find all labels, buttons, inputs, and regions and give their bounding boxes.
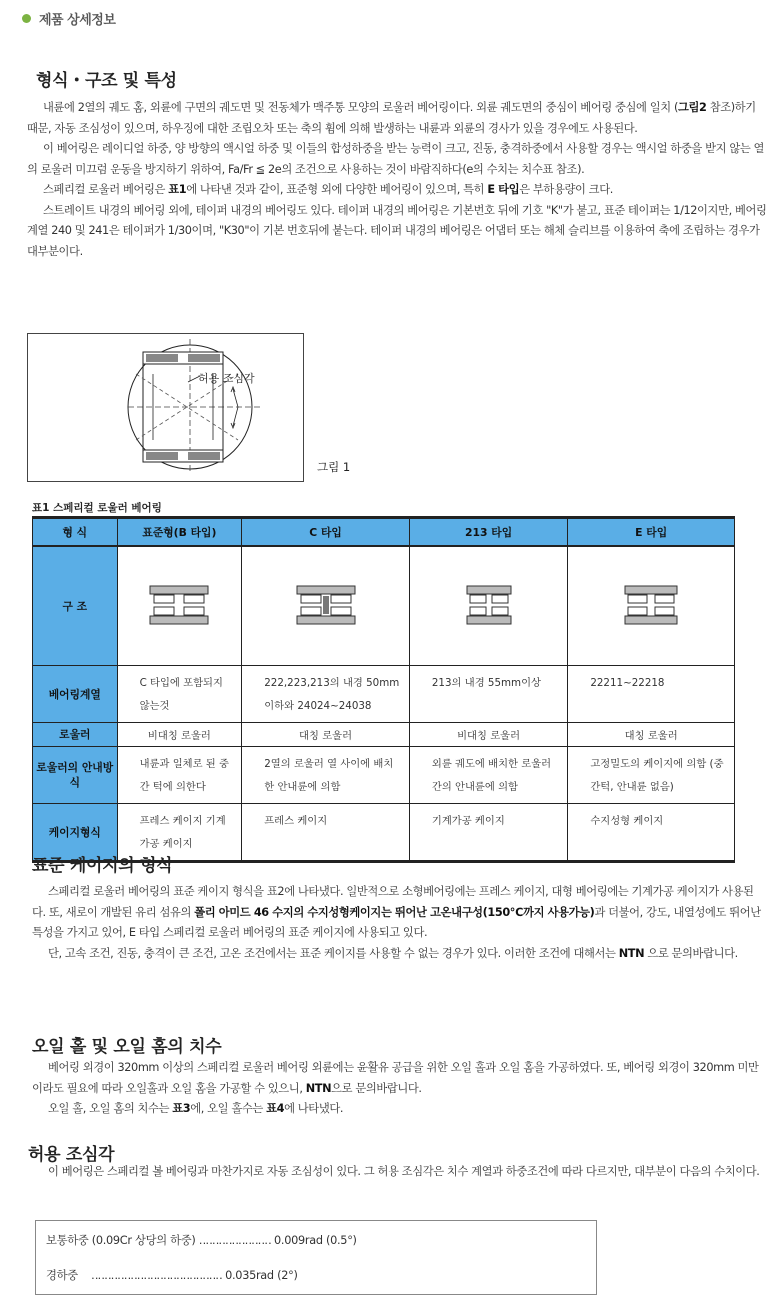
figure-1	[27, 333, 304, 482]
table-cell: 수지성형 케이지	[568, 804, 735, 862]
oil-text	[32, 1058, 767, 1120]
table-cell: 213의 내경 55mm이상	[409, 666, 567, 723]
table-cell: 222,223,213의 내경 50mm 이하와 24024~24038	[242, 666, 410, 723]
section-title-cage: 표준 케이지의 형식	[32, 856, 173, 876]
page-title: 제품 상세정보	[39, 12, 116, 28]
table-cell: 대칭 로울러	[568, 723, 735, 747]
table-cell: 2열의 로울러 열 사이에 배치한 안내륜에 의함	[242, 747, 410, 804]
paragraph: 스트레이트 내경의 베어링 외에, 테이퍼 내경의 베어링도 있다. 테이퍼 내경의 베어링은 기본번호 뒤에 기호 "K"가 붙고, 표준 테이퍼는 1/12이지만, 베어링 계열 240 및 241은 테이퍼가 1/30이며, "K30"이 기본 번호뒤에 붙는다. 테이퍼 내경의 베어링은 어댑터 또는 해체 슬리브를 이용하여 축에 조립하는 경우가 대부분이다.	[27, 203, 767, 258]
table-cell: 비대칭 로울러	[409, 723, 567, 747]
structure-diagram-c	[242, 546, 410, 666]
structure-diagram-e	[568, 546, 735, 666]
paragraph: 이 베어링은 레이디얼 하중, 양 방향의 액시얼 하중 및 이들의 합성하중을 받는 능력이 크고, 진동, 충격하중에서 사용할 경우는 액시얼 하중을 받지 않는 열의 로울러 미끄럼 운동을 방지하기 위하여, Fa/Fr ≦ 2e의 조건으로 사용하는 것이 바람직하다(e의 수치는 치수표 참조).	[27, 142, 765, 176]
structure-diagram-213	[409, 546, 567, 666]
row-header: 구 조	[33, 546, 118, 666]
table-row	[33, 747, 735, 804]
table-row	[33, 546, 735, 666]
section-title-structure: 형식・구조 및 특성	[36, 71, 177, 91]
figure-caption: 그림 1	[317, 460, 351, 474]
column-header: C 타입	[242, 518, 410, 547]
alignment-text	[32, 1162, 767, 1183]
bearing-types-table	[32, 516, 735, 863]
row-header: 베어링계열	[33, 666, 118, 723]
paragraph: 내륜에 2열의 궤도 홈, 외륜에 구면의 궤도면 및 전동체가 맥주통 모양의 로울러 베어링이다. 외륜 궤도면의 중심이 베어링 중심에 일치 (그림2 참조)하기 때문, 자동 조심성이 있으며, 하우징에 대한 조립오차 또는 축의 휨에 의해 발생하는 내륜과 외륜의 경사가 있을 경우에도 사용된다.	[27, 101, 756, 135]
table-cell: 기계가공 케이지	[409, 804, 567, 862]
paragraph: 스페리컬 로울러 베어링의 표준 케이지 형식을 표2에 나타냈다. 일반적으로 소형베어링에는 프레스 케이지, 대형 베어링에는 기계가공 케이지가 사용된다. 또, 새로이 개발된 유리 섬유의 폴리 아미드 46 수지의 수지성형케이지는 뛰어난 고온내구성(150℃까지 사용가능)과 더불어, 강도, 내열성에도 뛰어난 특성을 가지고 있어, E 타입 스페리컬 로울러 베어링의 표준 케이지에 사용되고 있다.	[32, 885, 761, 939]
table-header-row	[33, 518, 735, 547]
bearing-section-diagram	[28, 334, 303, 481]
alignment-values-box	[35, 1220, 597, 1295]
paragraph: 오일 홀, 오일 홈의 치수는 표3에, 오일 홀수는 표4에 나타냈다.	[48, 1102, 344, 1115]
paragraph: 베어링 외경이 320mm 이상의 스페리컬 로울러 베어링 외륜에는 윤활유 공급을 위한 오일 홀과 오일 홈을 가공하였다. 또, 베어링 외경이 320mm 미만이라도 필요에 따라 오일홀과 오일 홈을 가공할 수 있으니, NTN으로 문의바랍니다.	[32, 1061, 759, 1095]
row-header: 로울러	[33, 723, 118, 747]
table-caption: 표1 스페리컬 로울러 베어링	[32, 502, 162, 514]
table-row	[33, 666, 735, 723]
row-header: 케이지형식	[33, 804, 118, 862]
table-row	[33, 723, 735, 747]
structure-diagram-b	[117, 546, 242, 666]
paragraph: 단, 고속 조건, 진동, 충격이 큰 조건, 고온 조건에서는 표준 케이지를 사용할 수 없는 경우가 있다. 이러한 조건에 대해서는 NTN 으로 문의바랍니다.	[48, 946, 738, 960]
bullet-icon	[22, 14, 31, 23]
row-header: 로울러의 안내방식	[33, 747, 118, 804]
column-header: 표준형(B 타입)	[117, 518, 242, 547]
table-cell: 프레스 케이지	[242, 804, 410, 862]
cage-text	[32, 882, 767, 964]
table-cell: 내륜과 일체로 된 중간 턱에 의한다	[117, 747, 242, 804]
table-cell: 고정밀도의 케이지에 의함 (중간턱, 안내륜 없음)	[568, 747, 735, 804]
figure-label: 허용 조심각	[198, 372, 255, 385]
section-header	[22, 8, 115, 28]
table-cell: 대칭 로울러	[242, 723, 410, 747]
light-load-row: 경하중 ‥‥‥‥‥‥‥‥‥‥‥‥‥‥‥‥‥‥‥‥ 0.035rad (2°)	[46, 1269, 298, 1282]
structure-text	[27, 98, 767, 262]
paragraph: 스페리컬 로울러 베어링은 표1에 나타낸 것과 같이, 표준형 외에 다양한 베어링이 있으며, 특히 E 타입은 부하용량이 크다.	[43, 183, 613, 196]
table-cell: C 타입에 포함되지 않는것	[117, 666, 242, 723]
column-header: 형 식	[33, 518, 118, 547]
table-cell: 비대칭 로울러	[117, 723, 242, 747]
table-cell: 22211~22218	[568, 666, 735, 723]
normal-load-row: 보통하중 (0.09Cr 상당의 하중) ‥‥‥‥‥‥‥‥‥‥‥ 0.009rad (0.5°)	[46, 1234, 357, 1247]
column-header: E 타입	[568, 518, 735, 547]
column-header: 213 타입	[409, 518, 567, 547]
table-cell: 프레스 케이지 기계가공 케이지	[117, 804, 242, 862]
section-title-oil: 오일 홀 및 오일 홈의 치수	[32, 1037, 222, 1057]
section-title-alignment: 허용 조심각	[28, 1145, 115, 1165]
table-cell: 외륜 궤도에 배치한 로울러 간의 안내륜에 의함	[409, 747, 567, 804]
paragraph: 이 베어링은 스페리컬 볼 베어링과 마찬가지로 자동 조심성이 있다. 그 허용 조심각은 치수 계열과 하중조건에 따라 다르지만, 대부분이 다음의 수치이다.	[48, 1165, 760, 1178]
